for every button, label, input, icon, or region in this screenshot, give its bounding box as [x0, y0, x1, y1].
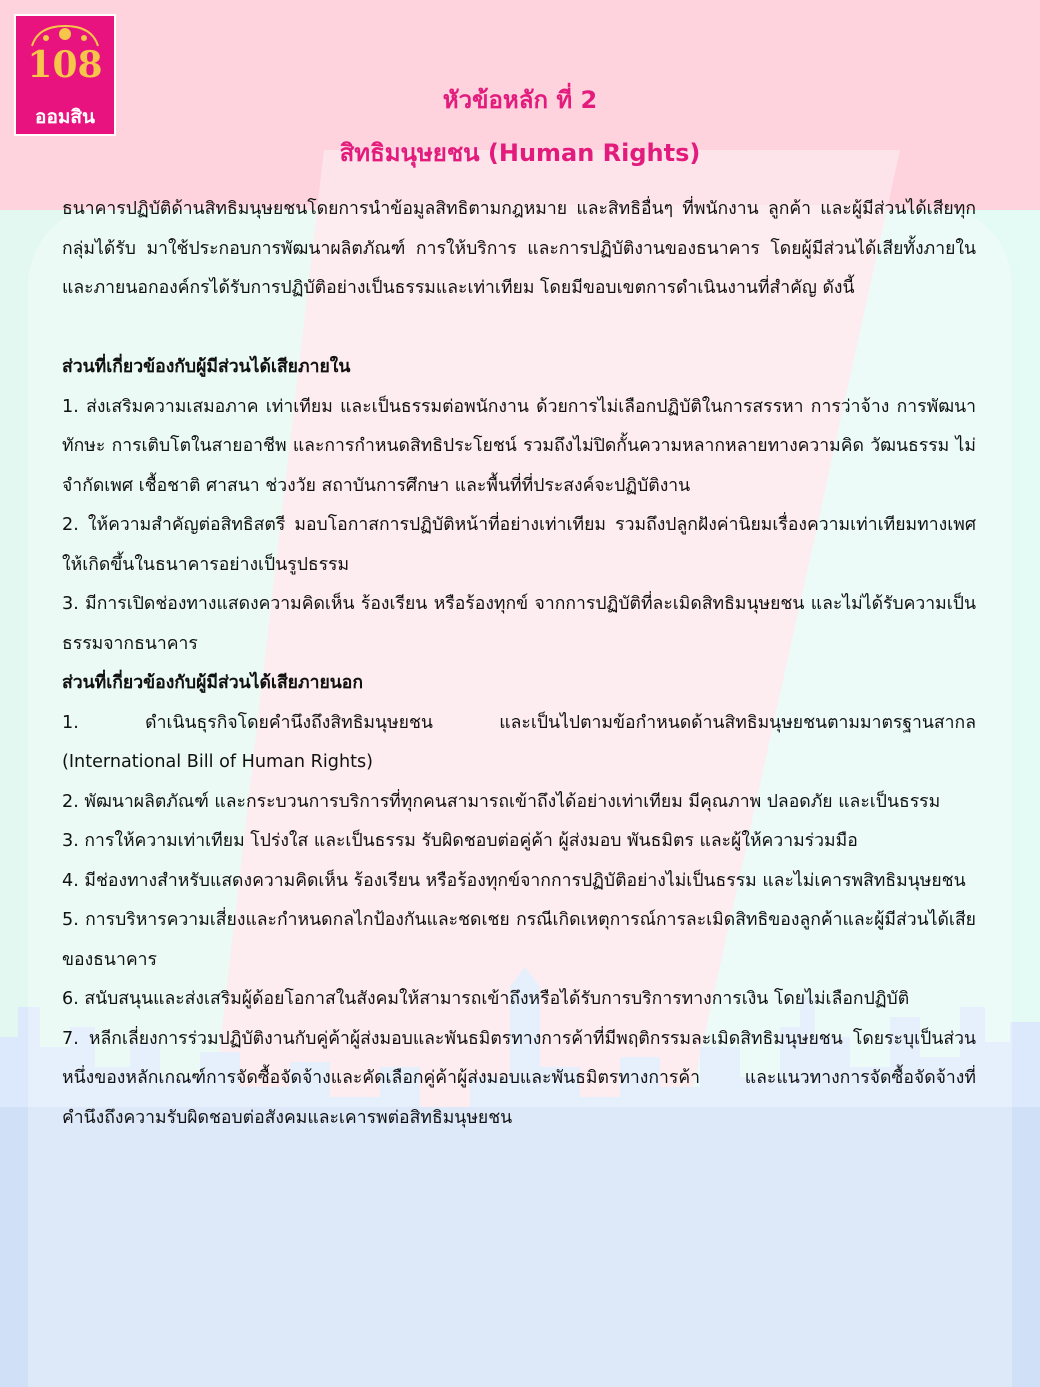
logo-number: 108 — [27, 44, 103, 86]
page-subtitle: สิทธิมนุษยชน (Human Rights) — [339, 139, 701, 167]
internal-item: 3. มีการเปิดช่องทางแสดงความคิดเห็น ร้องเรียน หรือร้องทุกข์ จากการปฏิบัติที่ละเมิดสิทธิมนุษยชน และไม่ได้รับความเป็นธรรมจากธนาคาร — [62, 594, 976, 654]
external-item: 5. การบริหารความเสี่ยงและกำหนดกลไกป้องกันและชดเชย กรณีเกิดเหตุการณ์การละเมิดสิทธิของลูกค้าและผู้มีส่วนได้เสียของธนาคาร — [62, 910, 976, 970]
external-heading: ส่วนที่เกี่ยวข้องกับผู้มีส่วนได้เสียภายนอก — [62, 673, 364, 693]
internal-item: 1. ส่งเสริมความเสมอภาค เท่าเทียม และเป็นธรรมต่อพนักงาน ด้วยการไม่เลือกปฏิบัติในการสรรหา การว่าจ้าง การพัฒนาทักษะ การเติบโตในสายอาชีพ และการกำหนดสิทธิประโยชน์ รวมถึงไม่ปิดกั้นความหลากหลายทางความคิด วัฒนธรรม ไม่จำกัดเพศ เชื้อชาติ ศาสนา ช่วงวัย สถาบันการศึกษา และพื้นที่ที่ประสงค์จะปฏิบัติงาน — [62, 396, 976, 496]
external-item: 4. มีช่องทางสำหรับแสดงความคิดเห็น ร้องเรียน หรือร้องทุกข์จากการปฏิบัติอย่างไม่เป็นธรรม และไม่เคารพสิทธิมนุษยชน — [62, 870, 966, 891]
external-item: 6. สนับสนุนและส่งเสริมผู้ด้อยโอกาสในสังคมให้สามารถเข้าถึงหรือได้รับการบริการทางการเงิน โดยไม่เลือกปฏิบัติ — [62, 989, 910, 1009]
external-item: 7. หลีกเลี่ยงการร่วมปฏิบัติงานกับคู่ค้าผู้ส่งมอบและพันธมิตรทางการค้าที่มีพฤติกรรมละเมิดสิทธิมนุษยชน โดยระบุเป็นส่วนหนึ่งของหลักเกณฑ์การจัดซื้อจัดจ้างและคัดเลือกคู่ค้าผู้ส่งมอบและพันธมิตรทางการค้า และแนวทางการจัดซื้อจัดจ้างที่คำนึงถึงความรับผิดชอบต่อสังคมและเคารพต่อสิทธิมนุษยชน — [62, 1028, 976, 1128]
external-item: 1. ดำเนินธุรกิจโดยคำนึงถึงสิทธิมนุษยชน และเป็นไปตามข้อกำหนดด้านสิทธิมนุษยชนตามมาตรฐานสากล (International Bill of Human Rights) — [62, 712, 976, 772]
spacer — [62, 309, 976, 349]
external-item: 2. พัฒนาผลิตภัณฑ์ และกระบวนการบริการที่ทุกคนสามารถเข้าถึงได้อย่างเท่าเทียม มีคุณภาพ ปลอดภัย และเป็นธรรม — [62, 791, 941, 812]
page-title: หัวข้อหลัก ที่ 2 — [442, 86, 598, 114]
logo-name: ออมสิน — [35, 106, 95, 128]
intro-paragraph: ธนาคารปฏิบัติด้านสิทธิมนุษยชนโดยการนำข้อมูลสิทธิตามกฎหมาย และสิทธิอื่นๆ ที่พนักงาน ลูกค้า และผู้มีส่วนได้เสียทุกกลุ่มได้รับ มาใช้ประกอบการพัฒนาผลิตภัณฑ์ การให้บริการ และการปฏิบัติงานของธนาคาร โดยผู้มีส่วนได้เสียทั้งภายในและภายนอกองค์กรได้รับการปฏิบัติอย่างเป็นธรรมและเท่าเทียม โดยมีขอบเขตการดำเนินงานที่สำคัญ ดังนี้ — [62, 199, 976, 298]
document-body — [62, 190, 976, 1138]
internal-heading: ส่วนที่เกี่ยวข้องกับผู้มีส่วนได้เสียภายใน — [62, 357, 351, 377]
external-item: 3. การให้ความเท่าเทียม โปร่งใส และเป็นธรรม รับผิดชอบต่อคู่ค้า ผู้ส่งมอบ พันธมิตร และผู้ให้ความร่วมมือ — [62, 831, 858, 851]
internal-item: 2. ให้ความสำคัญต่อสิทธิสตรี มอบโอกาสการปฏิบัติหน้าที่อย่างเท่าเทียม รวมถึงปลูกฝังค่านิยมเรื่องความเท่าเทียมทางเพศให้เกิดขึ้นในธนาคารอย่างเป็นรูปธรรม — [62, 515, 976, 575]
